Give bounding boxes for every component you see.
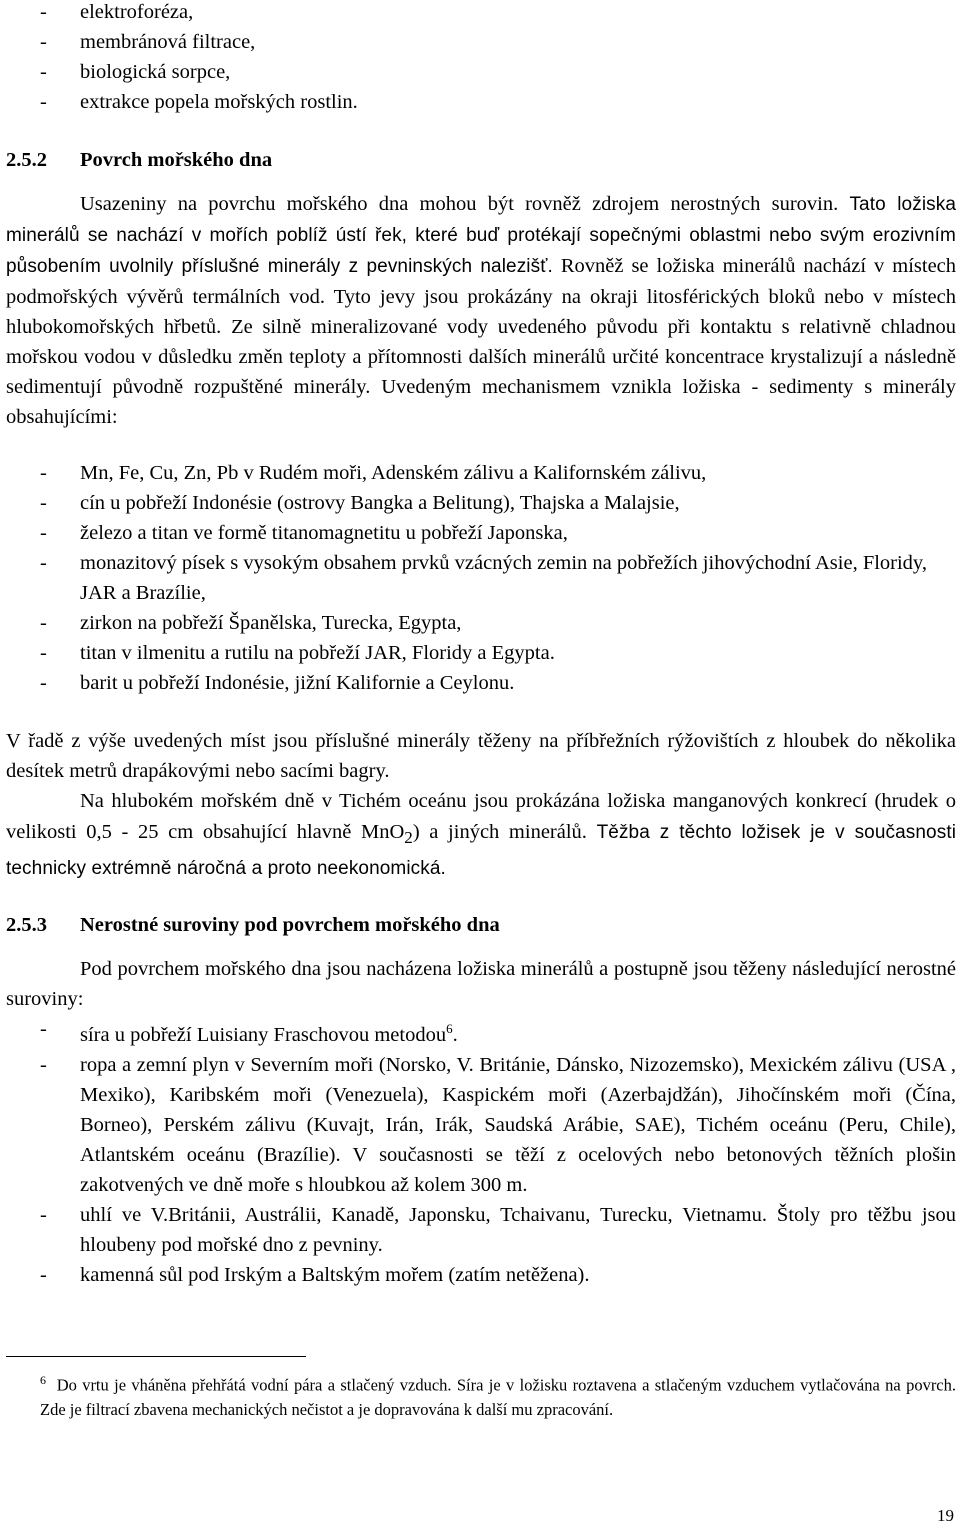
paragraph-manganese: Na hlubokém mořském dně v Tichém oceánu jsou prokázána ložiska manganových konkrecí (hrudek o velikosti 0,5 - 25 cm obsahující hlavně MnO$_2$) a jiných minerálů. Těžba z těchto ložisek je v současnosti technicky extrémně náročná a proto neekonomická.	[6, 790, 957, 880]
section-heading-252: 2.5.2 Povrch mořského dna	[6, 149, 273, 171]
list-item: - titan v ilmenitu a rutilu na pobřeží JAR, Floridy a Egypta.	[40, 642, 555, 664]
list-item: - železo a titan ve formě titanomagnetitu u pobřeží Japonska,	[40, 522, 568, 544]
footnote-separator	[6, 1356, 306, 1357]
section-heading-253: 2.5.3 Nerostné suroviny pod povrchem mořského dna	[6, 914, 500, 936]
list-item: - uhlí ve V.Británii, Austrálii, Kanadě, Japonsku, Tchaivanu, Turecku, Vietnamu. Štoly pro těžbu jsou hloubeny pod mořské dno z pevniny.	[40, 1203, 956, 1256]
list-item: - biologická sorpce,	[40, 61, 231, 83]
list-item: - barit u pobřeží Indonésie, jižní Kalifornie a Ceylonu.	[40, 672, 515, 694]
list-item: - membránová filtrace,	[40, 31, 256, 53]
list-item: - zirkon na pobřeží Španělska, Turecka, Egypta,	[40, 612, 462, 634]
top-list	[6, 0, 956, 117]
subsurface-list	[6, 1014, 956, 1290]
list-item: - kamenná sůl pod Irským a Baltským mořem (zatím netěžena).	[40, 1263, 590, 1286]
list-item: - monazitový písek s vysokým obsahem prvků vzácných zemin na pobřežích jihovýchodní Asie, Floridy, JAR a Brazílie,	[40, 552, 927, 604]
page-number: 19	[937, 1506, 954, 1525]
list-item: - ropa a zemní plyn v Severním moři (Norsko, V. Británie, Dánsko, Nizozemsko), Mexickém zálivu (USA , Mexiko), Karibském moři (Venezuela), Kaspickém moři (Azerbajdžán), Jihočínském moři (Čína, Borneo), Perském zálivu (Kuvajt, Irán, Irák, Saudská Arábie, SAE), Tichém oceánu (Peru, Chile), Atlantském oceánu (Brazílie). V současnosti se těží z ocelových nebo betonových těžních plošin zakotvených ve dně moře s hloubkou až kolem 300 m.	[40, 1053, 956, 1196]
footnote-ref[interactable]: 6	[446, 1021, 453, 1036]
list-item: - extrakce popela mořských rostlin.	[40, 91, 358, 113]
list-item: - elektroforéza,	[40, 1, 194, 23]
footnote: $^6$ Do vrtu je vháněna přehřátá vodní pára a stlačený vzduch. Síra je v ložisku roztavena a stlačeným vzduchem vytlačována na povrch. Zde je filtrací zbavena mechanických nečistot a je dopravována k další mu zpracování.	[40, 1373, 957, 1419]
minerals-list	[6, 458, 956, 698]
list-item: - cín u pobřeží Indonésie (ostrovy Bangka a Belitung), Thajska a Malajsie,	[40, 492, 680, 514]
list-item: - síra u pobřeží Luisiany Fraschovou metodou$^6$.	[40, 1018, 458, 1046]
paragraph-subsurface: Pod povrchem mořského dna jsou nacházena ložiska minerálů a postupně jsou těženy následující nerostné suroviny:	[6, 958, 956, 1010]
paragraph-sediments: Usazeniny na povrchu mořského dna mohou být rovněž zdrojem nerostných surovin. Tato ložiska minerálů se nachází v mořích poblíž ústí řek, které buď protékají sopečnými oblastmi nebo svým erozivním působením uvolnily příslušné minerály z pevninských nalezišť. Rovněž se ložiska minerálů nachází v místech podmořských vývěrů termálních vod. Tyto jevy jsou prokázány na okraji litosférických bloků nebo v místech hlubokomořských hřbetů. Ze silně mineralizované vody uvedeného původu při kontaktu s relativně chladnou mořskou vodou v důsledku změn teploty a přítomnosti dalších minerálů určité koncentrace krystalizují a následně sedimentují původně rozpuštěné minerály. Uvedeným mechanismem vznikla ložiska - sedimenty s minerály obsahujícími:	[6, 193, 957, 428]
paragraph-dredging: V řadě z výše uvedených míst jsou příslušné minerály těženy na příbřežních rýžovištích z hloubek do několika desítek metrů drapákovými nebo sacími bagry.	[6, 730, 956, 782]
list-item: - Mn, Fe, Cu, Zn, Pb v Rudém moři, Adenském zálivu a Kalifornském zálivu,	[40, 462, 707, 484]
